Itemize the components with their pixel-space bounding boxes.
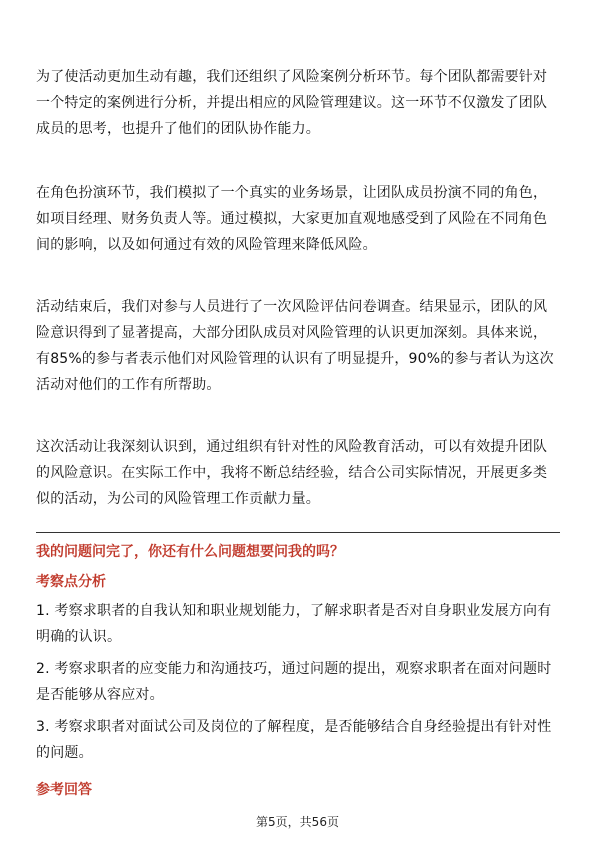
paragraph-survey-results: 活动结束后，我们对参与人员进行了一次风险评估问卷调查。结果显示，团队的风险意识得到了显著提高，大部分团队成员对风险管理的认识更加深刻。具体来说，有85%的参与者表示他们对风险管理的认识有了明显提升，90%的参与者认为这次活动对他们的工作有所帮助。 <box>36 299 554 393</box>
paragraph-case-analysis: 为了使活动更加生动有趣，我们还组织了风险案例分析环节。每个团队都需要针对一个特定的案例进行分析，并提出相应的风险管理建议。这一环节不仅激发了团队成员的思考，也提升了他们的团队协作能力。 <box>36 69 548 137</box>
interview-question: 我的问题问完了，你还有什么问题想要问我的吗？ <box>36 544 344 560</box>
paragraph-conclusion: 这次活动让我深刻认识到，通过组织有针对性的风险教育活动，可以有效提升团队的风险意识。在实际工作中，我将不断总结经验，结合公司实际情况，开展更多类似的活动，为公司的风险管理工作贡献力量。 <box>36 439 548 507</box>
page-number-footer: 第5页，共56页 <box>256 815 339 829</box>
reference-answer-heading: 参考回答 <box>36 782 92 798</box>
section-divider <box>36 532 560 533</box>
paragraph-role-play: 在角色扮演环节，我们模拟了一个真实的业务场景，让团队成员扮演不同的角色，如项目经理、财务负责人等。通过模拟，大家更加直观地感受到了风险在不同角色间的影响，以及如何通过有效的风险管理来降低风险。 <box>36 185 548 253</box>
analysis-item: 3. 考察求职者对面试公司及岗位的了解程度，是否能够结合自身经验提出有针对性的问题。 <box>36 719 552 761</box>
analysis-item: 2. 考察求职者的应变能力和沟通技巧，通过问题的提出，观察求职者在面对问题时是否能够从容应对。 <box>36 661 552 703</box>
analysis-heading: 考察点分析 <box>36 574 106 590</box>
analysis-item: 1. 考察求职者的自我认知和职业规划能力，了解求职者是否对自身职业发展方向有明确的认识。 <box>36 603 552 645</box>
